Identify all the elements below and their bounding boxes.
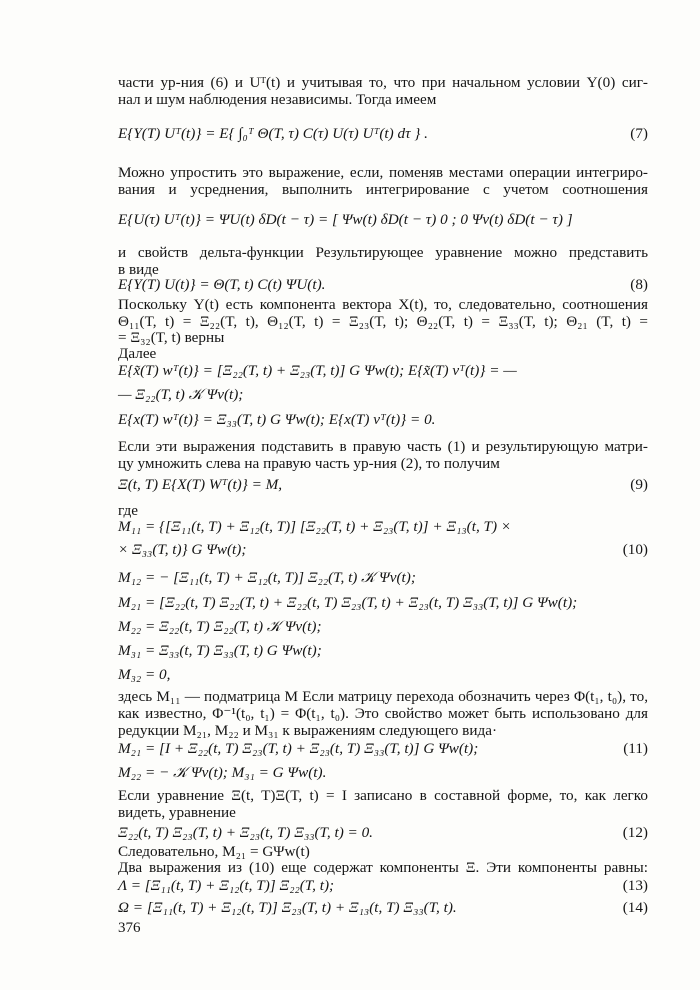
- equation-number: (9): [630, 476, 648, 493]
- text-line: Если эти выражения подставить в правую часть (1) и результирующую матри-: [118, 438, 648, 455]
- text-line: как известно, Φ⁻¹(t₀, t₁) = Φ(t₁, t₀). Это свойство может быть использовано для: [118, 705, 648, 722]
- equation-number: (10): [622, 541, 648, 558]
- equation-13: Λ = [Ξ₁₁(t, T) + Ξ₁₂(t, T)] Ξ₂₂(T, t);: [118, 877, 335, 894]
- equation-m22: M₂₂ = Ξ₂₂(t, T) Ξ₂₂(T, t) 𝒦 Ψv(t);: [118, 618, 322, 635]
- equation-m32: M₃₂ = 0,: [118, 666, 171, 683]
- equation-9: Ξ(t, T) E{X(T) Wᵀ(t)} = M,: [118, 476, 283, 493]
- equation-delta: E{U(τ) Uᵀ(t)} = ΨU(t) δD(t − τ) = [ Ψw(t) δD(t − τ) 0 ; 0 Ψv(t) δD(t − τ) ]: [118, 211, 573, 228]
- equation-m11: M₁₁ = {[Ξ₁₁(t, T) + Ξ₁₂(t, T)] [Ξ₂₂(T, t) + Ξ₂₃(T, t)] + Ξ₁₃(t, T) ×: [118, 518, 512, 535]
- equation-11b: M₂₂ = − 𝒦 Ψv(t); M₃₁ = G Ψw(t).: [118, 764, 327, 781]
- equation-m12: M₁₂ = − [Ξ₁₁(t, T) + Ξ₁₂(t, T)] Ξ₂₂(T, t) 𝒦 Ψv(t);: [118, 569, 416, 586]
- equation-m31: M₃₁ = Ξ₃₃(t, T) Ξ₃₃(T, t) G Ψw(t);: [118, 642, 322, 659]
- text-line: где: [118, 502, 138, 519]
- text-line: в виде: [118, 261, 159, 278]
- equation-number: (14): [622, 899, 648, 916]
- equation: E{x̃(T) wᵀ(t)} = [Ξ₂₂(T, t) + Ξ₂₃(T, t)] G Ψw(t); E{x̃(T) vᵀ(t)} = —: [118, 362, 517, 379]
- equation-number: (13): [622, 877, 648, 894]
- equation-11: M₂₁ = [I + Ξ₂₂(t, T) Ξ₂₃(T, t) + Ξ₂₃(t, T) Ξ₃₃(T, t)] G Ψw(t);: [118, 740, 479, 757]
- text-line: Θ₁₁(T, t) = Ξ₂₂(T, t), Θ₁₂(T, t) = Ξ₂₃(T, t); Θ₂₂(T, t) = Ξ₃₃(T, t); Θ₂₁ (T, t) =: [118, 313, 648, 330]
- text-line: видеть, уравнение: [118, 804, 236, 821]
- text-line: Далее: [118, 345, 157, 362]
- equation-m21: M₂₁ = [Ξ₂₂(t, T) Ξ₂₂(T, t) + Ξ₂₂(t, T) Ξ₂₃(T, t) + Ξ₂₃(t, T) Ξ₃₃(T, t)] G Ψw(t);: [118, 594, 578, 611]
- text-line: Следовательно, M₂₁ = GΨw(t): [118, 843, 310, 860]
- equation-7: E{Y(T) Uᵀ(t)} = E{ ∫₀ᵀ Θ(T, τ) C(τ) U(τ) Uᵀ(t) dτ } .: [118, 125, 428, 142]
- text-line: = Ξ₃₂(T, t) верны: [118, 329, 225, 346]
- text-line: нал и шум наблюдения независимы. Тогда имеем: [118, 91, 437, 108]
- text-line: цу умножить слева на правую часть ур-ния (2), то получим: [118, 455, 500, 472]
- text-line: редукции M₂₁, M₂₂ и M₃₁ к выражениям следующего вида·: [118, 722, 498, 739]
- text-line: части ур-ния (6) и Uᵀ(t) и учитывая то, что при начальном условии Y(0) сиг-: [118, 74, 648, 91]
- text-line: вания и усреднения, выполнить интегрирование с учетом соотношения: [118, 181, 648, 198]
- equation-number: (11): [623, 740, 648, 757]
- equation-m11-cont: × Ξ₃₃(T, t)} G Ψw(t);: [118, 541, 247, 558]
- text-line: и свойств дельта-функции Результирующее уравнение можно представить: [118, 244, 648, 261]
- page-number: 376: [118, 920, 141, 936]
- equation-8: E{Y(T) U(t)} = Θ(T, t) C(t) ΨU(t).: [118, 276, 326, 293]
- text-line: Поскольку Y(t) есть компонента вектора X(t), то, следовательно, соотношения: [118, 296, 648, 313]
- equation-12: Ξ₂₂(t, T) Ξ₂₃(T, t) + Ξ₂₃(t, T) Ξ₃₃(T, t) = 0.: [118, 824, 373, 841]
- text-line: Два выражения из (10) еще содержат компоненты Ξ. Эти компоненты равны:: [118, 859, 648, 876]
- equation: E{x(T) wᵀ(t)} = Ξ₃₃(T, t) G Ψw(t); E{x(T) vᵀ(t)} = 0.: [118, 411, 436, 428]
- equation-14: Ω = [Ξ₁₁(t, T) + Ξ₁₂(t, T)] Ξ₂₃(T, t) + Ξ₁₃(t, T) Ξ₃₃(T, t).: [118, 899, 457, 916]
- equation-number: (12): [622, 824, 648, 841]
- text-line: Если уравнение Ξ(t, T)Ξ(T, t) = I записано в составной форме, то, как легко: [118, 787, 648, 804]
- text-line: здесь M₁₁ — подматрица M Если матрицу перехода обозначить через Φ(t₁, t₀), то,: [118, 688, 648, 705]
- equation-number: (7): [630, 125, 648, 142]
- equation: — Ξ₂₂(T, t) 𝒦 Ψv(t);: [118, 386, 244, 403]
- text-line: Можно упростить это выражение, если, поменяв местами операции интегриро-: [118, 164, 648, 181]
- equation-number: (8): [630, 276, 648, 293]
